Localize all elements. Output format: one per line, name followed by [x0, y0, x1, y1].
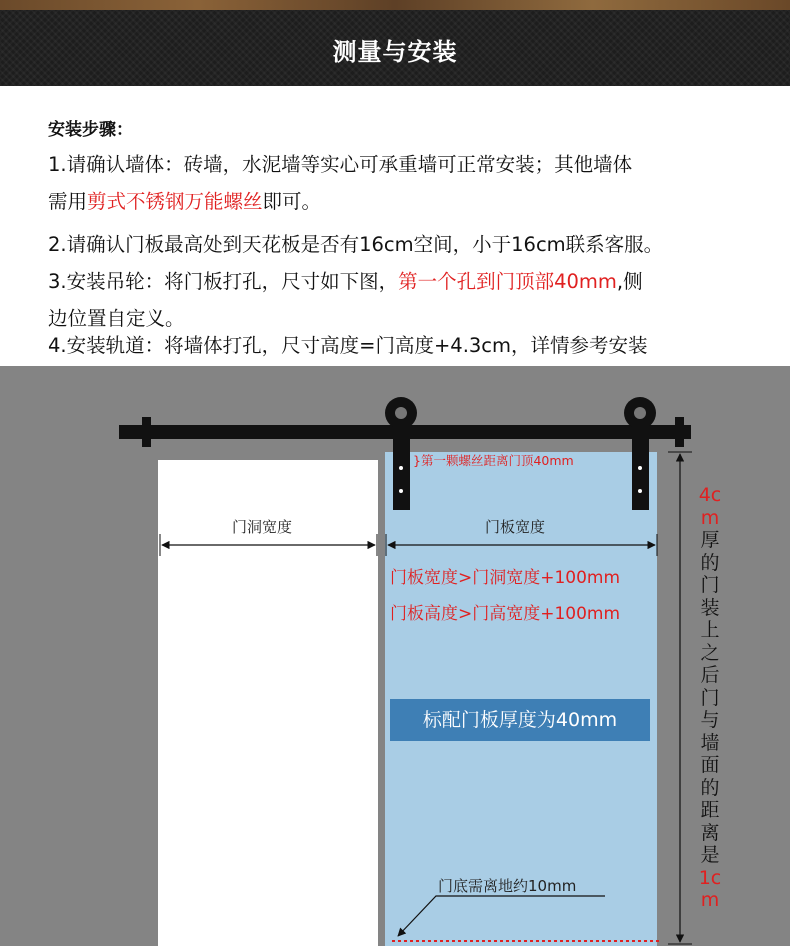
height-rule: 门板高度>门高宽度+100mm	[390, 604, 621, 624]
step-3-end: ,侧	[616, 270, 643, 293]
step-4-line: 4.安装轨道：将墙体打孔，尺寸高度=门高度+4.3cm，详情参考安装	[48, 334, 648, 357]
wood-texture-strip	[0, 0, 790, 10]
standard-thickness-badge: 标配门板厚度为40mm	[390, 699, 650, 741]
step-3-continued: 边位置自定义。	[48, 307, 185, 330]
step-1-text: 需用	[48, 190, 88, 213]
step-1-end: 即可。	[262, 190, 322, 213]
step-2-line: 2.请确认门板最高处到天花板是否有16cm空间，小于16cm联系客服。	[48, 233, 664, 256]
installation-diagram	[0, 366, 790, 946]
vertical-note-thickness: 4cm	[698, 484, 722, 529]
step-3-text: 3.安装吊轮：将门板打孔，尺寸如下图，	[48, 270, 399, 293]
step-1-continued	[48, 186, 321, 214]
vertical-spacing-note	[697, 484, 723, 912]
steps-title: 安装步骤：	[48, 120, 133, 140]
first-screw-note: }第一颗螺丝距离门顶40mm	[413, 453, 574, 468]
width-rule: 门板宽度>门洞宽度+100mm	[390, 568, 621, 588]
install-steps	[0, 86, 790, 366]
panel-width-label: 门板宽度	[485, 518, 546, 536]
step-1-highlight: 剪式不锈钢万能螺丝	[87, 190, 263, 213]
page-title: 测量与安装	[332, 38, 458, 66]
step-3-highlight: 第一个孔到门顶部40mm	[398, 270, 617, 293]
floor-gap-label: 门底需离地约10mm	[438, 877, 577, 895]
rail-end-stop-left	[142, 417, 151, 447]
section-header	[0, 10, 790, 86]
diagram-drawing	[0, 366, 790, 946]
vertical-note-distance: 1cm	[698, 866, 722, 911]
opening-width-label: 门洞宽度	[232, 518, 293, 536]
step-3-line	[48, 266, 643, 294]
step-1-line: 1.请确认墙体：砖墙，水泥墙等实心可承重墙可正常安装；其他墙体	[48, 153, 633, 176]
rail-end-stop-right	[675, 417, 684, 447]
vertical-note-text: 厚的门装上之后门与墙面的距离是	[700, 529, 720, 866]
